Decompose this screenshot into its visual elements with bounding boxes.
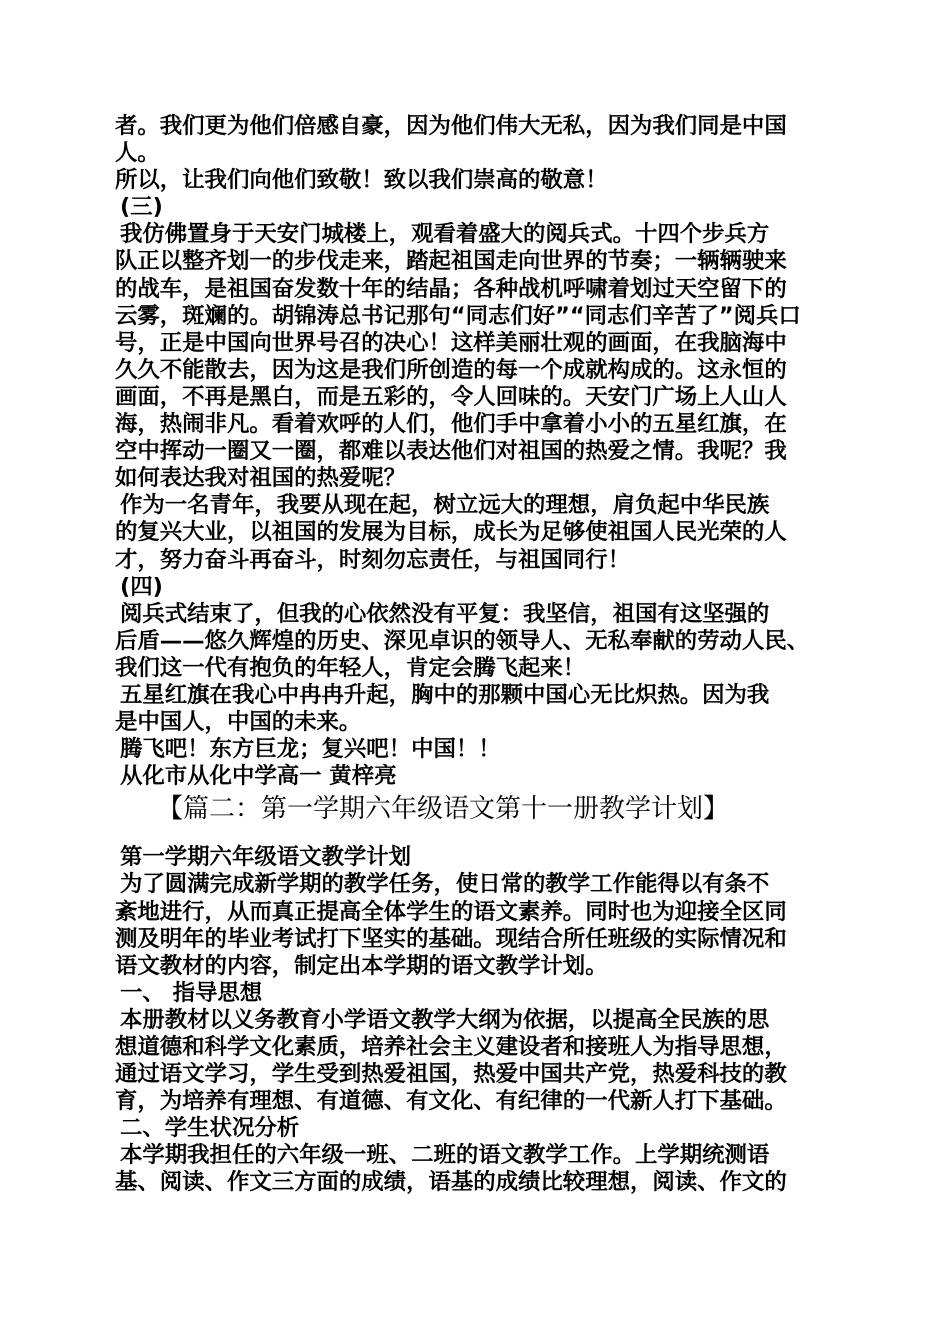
author-line: 从化市从化中学高一 黄梓亮 [120,763,397,790]
section-heading-guiding-thought: 一、 指导思想 [120,979,263,1006]
chapter-title: 【篇二：第一学期六年级语文第十一册教学计划】 [157,794,730,825]
document-page [115,113,850,1197]
text-line: 是中国人，中国的未来。 [115,709,362,736]
text-line: 紊地进行，从而真正提高全体学生的语文素养。同时也为迎接全区同 [115,898,787,925]
text-line: 所以，让我们向他们致敬！致以我们崇高的敬意！ [115,167,608,194]
text-line: 久久不能散去，因为这是我们所创造的每一个成就构成的。这永恒的 [115,356,787,383]
plan-title: 第一学期六年级语文教学计划 [120,844,412,871]
text-line: 五星红旗在我心中冉冉升起，胸中的那颗中国心无比炽热。因为我 [120,681,770,708]
text-line: 为了圆满完成新学期的教学任务，使日常的教学工作能得以有条不 [120,871,770,898]
text-line: 通过语文学习，学生受到热爱祖国，热爱中国共产党，热爱科技的教 [115,1061,787,1088]
text-line: 本学期我担任的六年级一班、二班的语文教学工作。上学期统测语 [120,1142,770,1169]
text-line: 的战车，是祖国奋发数十年的结晶；各种战机呼啸着划过天空留下的 [115,275,787,302]
section-heading-student-analysis: 二、学生状况分析 [120,1115,300,1142]
text-line: 语文教材的内容，制定出本学期的语文教学计划。 [115,952,608,979]
text-line: 阅兵式结束了，但我的心依然没有平复：我坚信，祖国有这坚强的 [120,600,770,627]
text-line: 基、阅读、作文三方面的成绩，语基的成绩比较理想，阅读、作文的 [115,1169,787,1196]
text-line: 队正以整齐划一的步伐走来，踏起祖国走向世界的节奏；一辆辆驶来 [115,248,787,275]
text-line: 我仿佛置身于天安门城楼上，观看着盛大的阅兵式。十四个步兵方 [120,221,770,248]
text-line: 海，热闹非凡。看着欢呼的人们，他们手中拿着小小的五星红旗，在 [115,411,787,438]
text-line: 空中挥动一圈又一圈，都难以表达他们对祖国的热爱之情。我呢？我 [115,438,787,465]
text-line: 号，正是中国向世界号召的决心！这样美丽壮观的画面，在我脑海中 [115,329,787,356]
text-line: 育，为培养有理想、有道德、有文化、有纪律的一代新人打下基础。 [115,1088,787,1115]
text-line: 想道德和科学文化素质，培养社会主义建设者和接班人为指导思想， [115,1034,787,1060]
section-heading-4: (四) [120,573,163,600]
slogan: 腾飞吧！东方巨龙；复兴吧！中国！！ [120,736,501,763]
text-line: 才，努力奋斗再奋斗，时刻勿忘责任，与祖国同行！ [115,546,630,573]
text-line: 如何表达我对祖国的热爱呢？ [115,465,407,492]
text-line: 后盾——悠久辉煌的历史、深见卓识的领导人、无私奉献的劳动人民、 [115,627,810,654]
text-line: 测及明年的毕业考试打下坚实的基础。现结合所任班级的实际情况和 [115,925,787,952]
section-heading-3: (三) [120,194,163,221]
text-line: 人。 [115,140,160,167]
text-line: 云雾，斑斓的。胡锦涛总书记那句“同志们好”“同志们辛苦了”阅兵口 [115,302,801,329]
text-line: 作为一名青年，我要从现在起，树立远大的理想，肩负起中华民族 [120,492,770,519]
text-line: 我们这一代有抱负的年轻人，肯定会腾飞起来！ [115,654,586,681]
text-line: 者。我们更为他们倍感自豪，因为他们伟大无私，因为我们同是中国 [115,113,787,139]
text-line: 画面，不再是黑白，而是五彩的，令人回味的。天安门广场上人山人 [115,383,787,410]
text-line: 本册教材以义务教育小学语文教学大纲为依据，以提高全民族的思 [120,1006,770,1033]
text-line: 的复兴大业，以祖国的发展为目标，成长为足够使祖国人民光荣的人 [115,519,787,546]
